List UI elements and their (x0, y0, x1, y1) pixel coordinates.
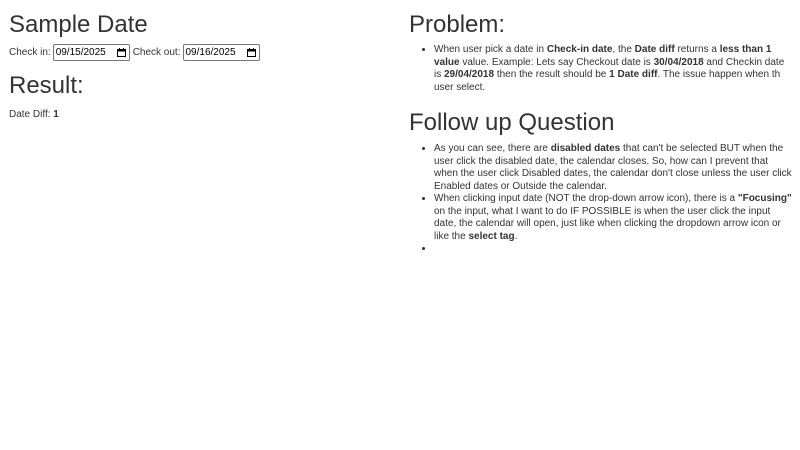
date-inputs-row (9, 43, 389, 61)
bold-span: less than 1 value (434, 44, 772, 68)
text-span: value. Example: Lets say Checkout date is (459, 56, 654, 68)
list-item (434, 44, 793, 94)
text-span: . (514, 230, 518, 242)
text-span: that can't be selected BUT when the user click the disabled date, the calendar closes. So, how can I prevent that when the user click Disabled dates, the calendar don't close unless the user click Enabled dates or Outside the calendar. (434, 143, 792, 192)
date-diff-label: Date Diff: (9, 109, 51, 120)
followup-list (409, 143, 793, 256)
right-column (409, 0, 793, 256)
date-diff (9, 109, 389, 120)
text-span: returns a (674, 44, 720, 55)
result-title: Result: (9, 72, 84, 99)
text-span: When clicking input date (NOT the drop-down arrow icon), there is a (434, 193, 738, 204)
list-item (434, 193, 793, 243)
followup-title: Follow up Question (409, 109, 615, 136)
bold-span: 30/04/2018 (653, 56, 704, 68)
bold-span: 1 Date diff (609, 69, 658, 80)
check-out-value: 09/16/2025 (185, 46, 236, 58)
check-in-value: 09/15/2025 (55, 46, 106, 58)
text-span: then the result should be (494, 69, 610, 80)
list-item-empty (434, 243, 793, 256)
bold-span: Check-in date (546, 44, 613, 55)
bold-span: select tag (468, 230, 515, 242)
text-span: on the input, what I want to do IF POSSIBLE is when the user click the input date, the calendar will open, just like when clicking the dropdown arrow icon or like the (434, 205, 781, 242)
problem-title: Problem: (409, 11, 506, 38)
bold-span: Date diff (634, 44, 675, 55)
calendar-icon[interactable] (247, 48, 256, 57)
check-in-input[interactable] (53, 44, 130, 61)
text-span: . The issue happen when th user select. (434, 69, 781, 93)
bold-span: 29/04/2018 (444, 69, 495, 80)
text-span: , the (612, 44, 635, 55)
bold-span: "Focusing" (737, 193, 792, 204)
calendar-icon[interactable] (117, 48, 126, 57)
date-diff-value: 1 (53, 109, 59, 120)
check-out-label: Check out: (132, 46, 181, 58)
left-column (9, 0, 389, 120)
text-span: and Checkin date is (434, 56, 785, 80)
list-item (434, 143, 793, 193)
check-out-input[interactable] (183, 44, 260, 61)
check-in-label: Check in: (9, 46, 51, 58)
bold-span: disabled dates (550, 143, 621, 154)
problem-list (409, 44, 793, 94)
text-span: As you can see, there are (434, 143, 551, 154)
sample-date-title: Sample Date (9, 11, 148, 38)
text-span: When user pick a date in (434, 44, 547, 55)
